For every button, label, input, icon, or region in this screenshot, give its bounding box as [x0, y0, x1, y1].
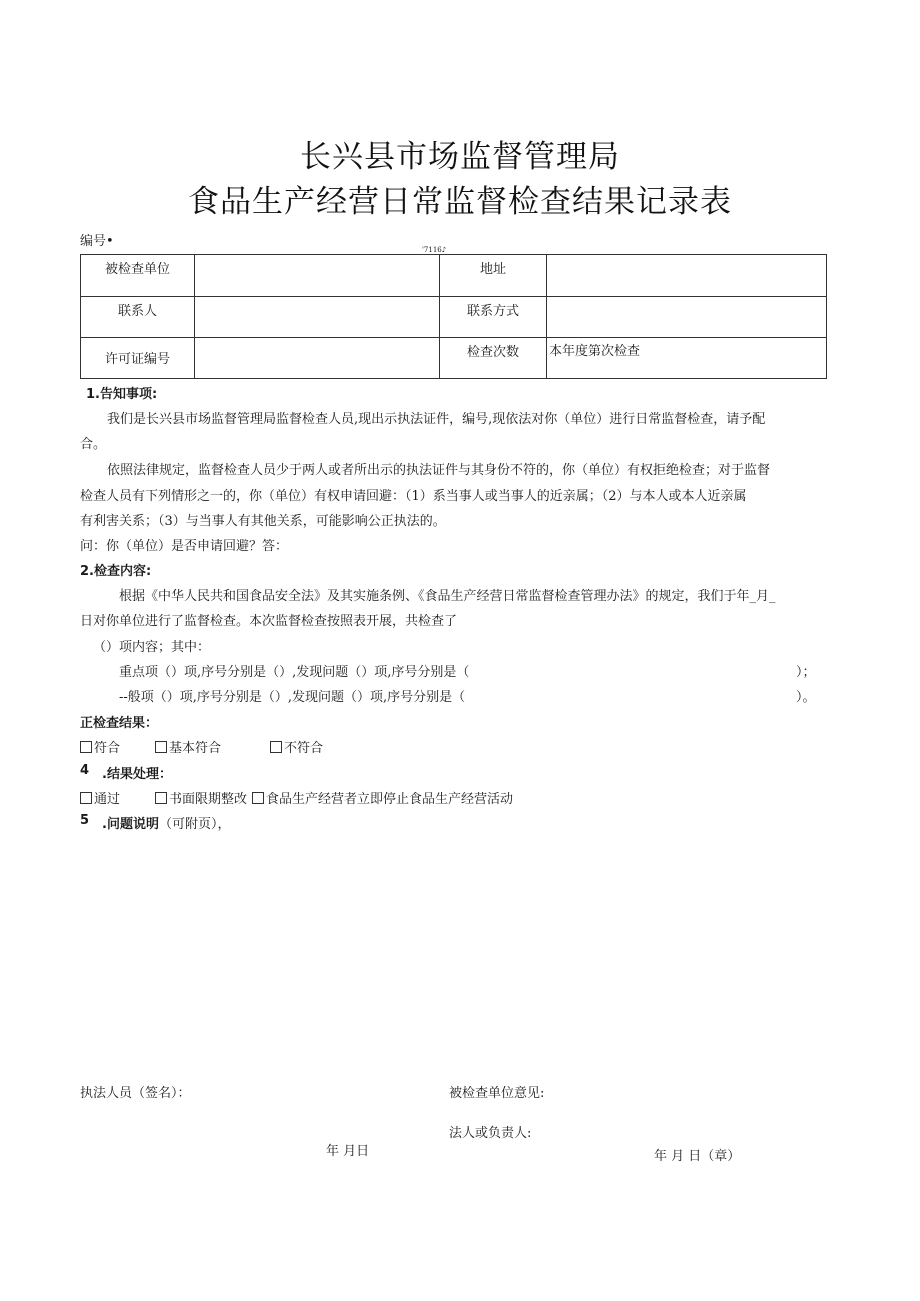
inspection-info-table — [80, 254, 827, 379]
content-line2: 日对你单位进行了监督检查。本次监督检查按照表开展，共检查了 — [80, 614, 458, 629]
checkbox-icon — [80, 792, 92, 804]
checkbox-icon — [155, 741, 167, 753]
content-heading: 2.检查内容: — [80, 564, 152, 579]
handling-heading: .结果处理： — [102, 767, 172, 782]
result-option-basic[interactable]: 基本符合 — [155, 737, 221, 756]
unit-value-cell[interactable] — [195, 255, 440, 297]
notice-p2-line1: 依照法律规定，监督检查人员少于两人或者所出示的执法证件与其身份不符的，你（单位）有权拒绝检查；对于监督 — [107, 463, 771, 478]
issues-heading-line: .问题说明（可附页）， — [102, 817, 231, 832]
unit-date-seal: 年 月 日（章） — [654, 1149, 741, 1164]
content-line3: （）项内容；其中： — [93, 640, 211, 655]
key-items-line: 重点项（）项,序号分别是（）,发现问题（）项,序号分别是（ — [119, 665, 470, 680]
license-value-cell[interactable] — [195, 338, 440, 379]
result-heading: 正检查结果： — [80, 716, 159, 731]
unit-label: 被检查单位 — [81, 255, 195, 297]
contact-method-value-cell[interactable] — [547, 297, 827, 338]
serial-number-label: 编号• — [80, 234, 114, 249]
inspection-count-label: 检查次数 — [440, 338, 547, 379]
key-items-end: ）； — [796, 665, 816, 680]
contact-value-cell[interactable] — [195, 297, 440, 338]
notice-heading: 1.告知事项: — [86, 387, 158, 402]
checkbox-icon — [80, 741, 92, 753]
officer-signature-label: 执法人员（签名）： — [80, 1086, 191, 1101]
unit-opinion-label: 被检查单位意见: — [449, 1086, 545, 1101]
handling-option-stop[interactable]: 食品生产经营者立即停止食品生产经营活动 — [252, 788, 513, 807]
contact-label: 联系人 — [81, 297, 195, 338]
checkbox-icon — [252, 792, 264, 804]
legal-person-label: 法人或负责人: — [449, 1126, 532, 1141]
issues-number: 5 — [80, 813, 90, 828]
handling-number: 4 — [80, 763, 90, 778]
notice-p2-line3: 有利害关系；（3）与当事人有其他关系，可能影响公正执法的。 — [80, 514, 446, 529]
address-value-cell[interactable] — [547, 255, 827, 297]
notice-p1-line2: 合。 — [80, 437, 107, 452]
avoidance-question: 问：你（单位）是否申请回避？答： — [80, 539, 289, 554]
result-option-compliant[interactable]: 符合 — [80, 737, 120, 756]
checkbox-icon — [270, 741, 282, 753]
notice-p1-line1: 我们是长兴县市场监督管理局监督检查人员,现出示执法证件，编号,现依法对你（单位）进行日常监督检查，请予配 — [107, 412, 766, 427]
contact-method-label: 联系方式 — [440, 297, 547, 338]
result-option-noncompliant[interactable]: 不符合 — [270, 737, 323, 756]
handling-option-rectify[interactable]: 书面限期整改 — [155, 788, 247, 807]
checkbox-icon — [155, 792, 167, 804]
officer-date: 年 月日 — [326, 1144, 370, 1159]
general-items-line: --般项（）项,序号分别是（）,发现问题（）项,序号分别是（ — [119, 690, 466, 705]
content-line1: 根据《中华人民共和国食品安全法》及其实施条例、《食品生产经营日常监督检查管理办法》的规定，我们于年_月_ — [119, 589, 776, 604]
serial-mark: '7116♪ — [422, 246, 447, 254]
general-items-end: ）。 — [796, 690, 816, 705]
handling-option-pass[interactable]: 通过 — [80, 788, 120, 807]
address-label: 地址 — [440, 255, 547, 297]
inspection-count-value: 本年度第次检查 — [547, 338, 827, 379]
license-label: 许可证编号 — [81, 338, 195, 379]
title-line-2: 食品生产经营日常监督检查结果记录表 — [188, 184, 732, 220]
notice-p2-line2: 检查人员有下列情形之一的，你（单位）有权申请回避：（1）系当事人或当事人的近亲属；（2）与本人或本人近亲属 — [80, 489, 747, 504]
title-line-1: 长兴县市场监督管理局 — [300, 139, 620, 175]
